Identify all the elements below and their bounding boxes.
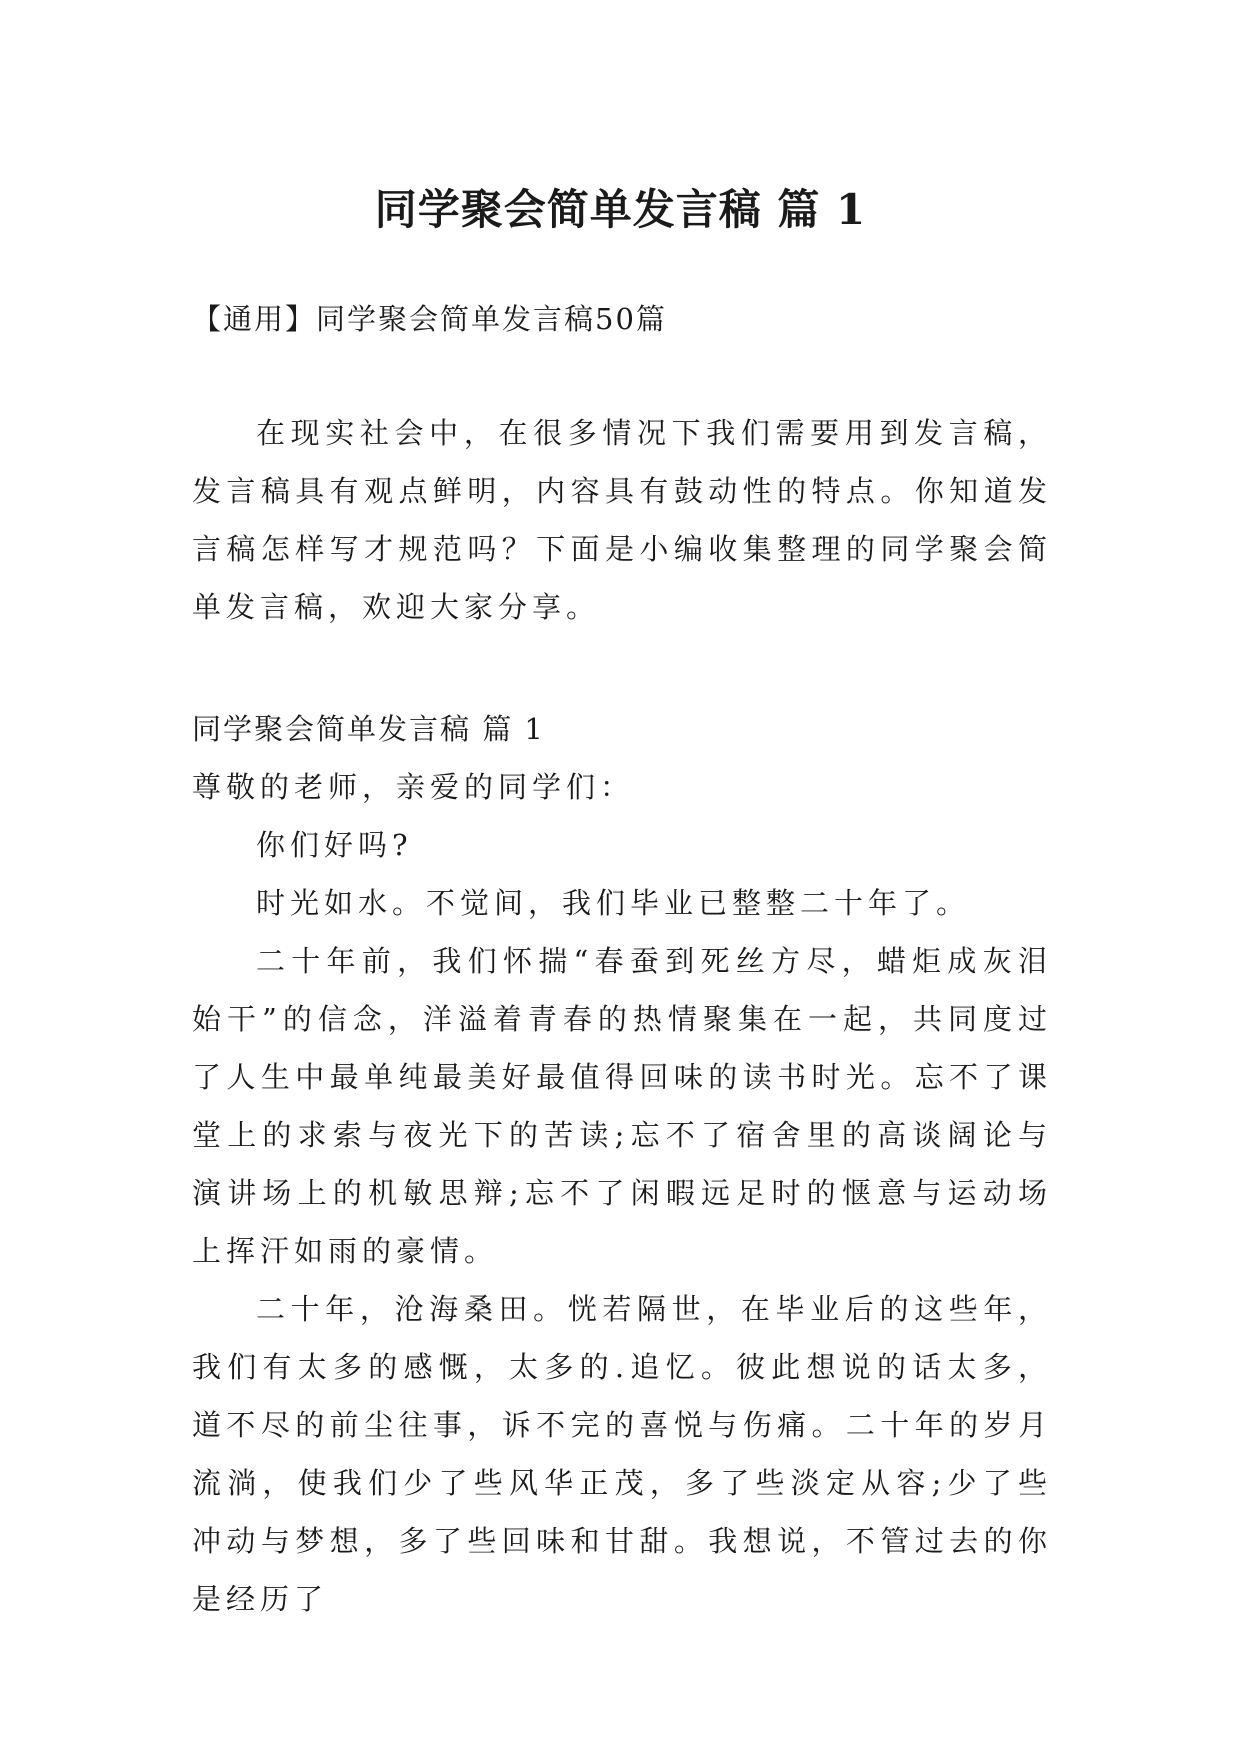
speech-body [192, 758, 1052, 1628]
document-subtitle: 【通用】同学聚会简单发言稿50篇 [192, 302, 667, 336]
intro-paragraph: 在现实社会中，在很多情况下我们需要用到发言稿，发言稿具有观点鲜明，内容具有鼓动性的特点。你知道发言稿怎样写才规范吗？下面是小编收集整理的同学聚会简单发言稿，欢迎大家分享。 [192, 416, 1052, 624]
speech-paragraph: 二十年，沧海桑田。恍若隔世，在毕业后的这些年，我们有太多的感慨，太多的.追忆。彼此想说的话太多，道不尽的前尘往事，诉不完的喜悦与伤痛。二十年的岁月流淌，使我们少了些风华正茂，多了些淡定从容;少了些冲动与梦想，多了些回味和甘甜。我想说，不管过去的你是经历了 [192, 1292, 1052, 1616]
speech-paragraph: 二十年前，我们怀揣“春蚕到死丝方尽，蜡炬成灰泪始干”的信念，洋溢着青春的热情聚集在一起，共同度过了人生中最单纯最美好最值得回味的读书时光。忘不了课堂上的求索与夜光下的苦读;忘不了宿舍里的高谈阔论与演讲场上的机敏思辩;忘不了闲暇远足时的惬意与运动场上挥汗如雨的豪情。 [192, 944, 1052, 1268]
salutation: 尊敬的老师，亲爱的同学们： [192, 770, 635, 804]
page-title: 同学聚会简单发言稿 篇 1 [374, 185, 867, 235]
section-heading: 同学聚会简单发言稿 篇 1 [192, 712, 545, 746]
speech-paragraph: 你们好吗? [256, 828, 413, 862]
speech-paragraph: 时光如水。不觉间，我们毕业已整整二十年了。 [256, 886, 971, 920]
